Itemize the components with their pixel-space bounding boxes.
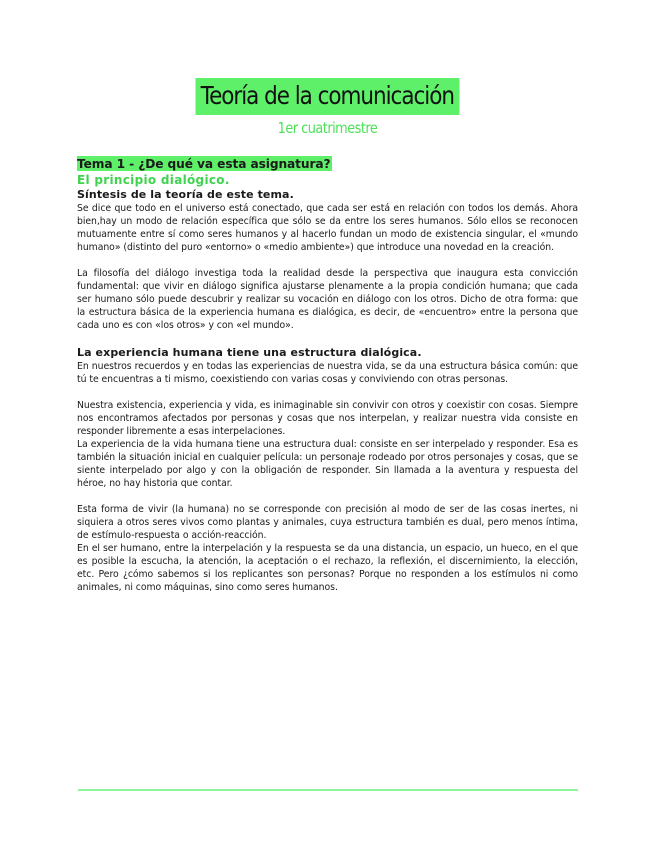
section-heading: Tema 1 - ¿De qué va esta asignatura?: [77, 157, 331, 171]
paragraph: En el ser humano, entre la interpelación y la respuesta se da una distancia, un espacio, un hueco, en el que es posible la escucha, la atención, la aceptación o el rechazo, la reflexión, el discernimiento, la elección, etc. Pero ¿cómo sabemos si los replicantes son personas? Porque no responden a los estímulos ni como animales, ni como máquinas, sino como seres humanos.: [77, 543, 578, 593]
synthesis-heading: Síntesis de la teoría de este tema.: [77, 188, 294, 201]
paragraph: La filosofía del diálogo investiga toda la realidad desde la perspectiva que inaugura esta convicción fundamental: que vivir en diálogo significa ajustarse plenamente a la propia condición humana; que cada ser humano sólo puede descubrir y realizar su vocación en diálogo con los otros. Dicho de otra forma: que la estructura básica de la experiencia humana es dialógica, es decir, de «encuentro» entre la persona que cada uno es con «los otros» y con «el mundo».: [77, 268, 578, 331]
section-subheading: El principio dialógico.: [77, 173, 230, 187]
paragraph: Esta forma de vivir (la humana) no se corresponde con precisión al modo de ser de las cosas inertes, ni siquiera a otros seres vivos como plantas y animales, cuya estructura también es dual, pero menos íntima, de estímulo-respuesta o acción-reacción.: [77, 504, 578, 541]
document-body: [77, 153, 578, 594]
paragraph: En nuestros recuerdos y en todas las experiencias de nuestra vida, se da una estructura básica común: que tú te encuentras a ti mismo, coexistiendo con varias cosas y conviviendo con otras personas.: [77, 361, 578, 385]
paragraph: La experiencia de la vida humana tiene una estructura dual: consiste en ser interpelado y responder. Esa es también la situación inicial en cualquier película: un personaje rodeado por otros personajes y cosas, que se siente interpelado por algo y con la obligación de responder. Sin llamada a la aventura y respuesta del héroe, no hay historia que contar.: [77, 439, 578, 489]
paragraph: Nuestra existencia, experiencia y vida, es inimaginable sin convivir con otros y coexistir con cosas. Siempre nos encontramos afectados por personas y cosas que nos interpelan, y realizar nuestra vida consiste en responder libremente a esas interpelaciones.: [77, 400, 578, 437]
experience-heading: La experiencia humana tiene una estructura dialógica.: [77, 346, 422, 359]
title-container: [0, 78, 655, 115]
document-title: Teoría de la comunicación: [196, 78, 460, 115]
document-subtitle: 1er cuatrimestre: [277, 119, 378, 137]
footer-divider: [78, 789, 578, 791]
paragraph: Se dice que todo en el universo está conectado, que cada ser está en relación con todos los demás. Ahora bien,hay un modo de relación específica que sólo se da entre los seres humanos. Sólo ellos se reconocen mutuamente entre sí como seres humanos y al hacerlo fundan un modo de existencia singular, el «mundo humano» (distinto del puro «entorno» o «medio ambiente») que introduce una novedad en la creación.: [77, 203, 578, 253]
